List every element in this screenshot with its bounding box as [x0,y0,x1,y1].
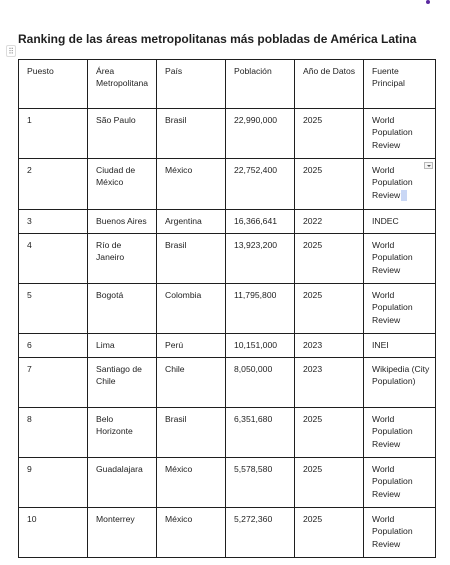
cell-country[interactable]: México [157,159,226,210]
cell-dropdown-icon[interactable] [424,162,433,169]
cell-area[interactable]: Buenos Aires [88,210,157,234]
cell-area[interactable]: Guadalajara [88,458,157,508]
cell-area[interactable]: São Paulo [88,109,157,159]
table-row [19,159,436,210]
header-cell-area[interactable]: Área Metropolitana [88,60,157,109]
cell-country[interactable]: Brasil [157,234,226,284]
text-cursor-selection [401,190,407,201]
cell-country[interactable]: Argentina [157,210,226,234]
table-row [19,408,436,458]
table-row [19,210,436,234]
cell-area[interactable]: Bogotá [88,284,157,334]
table-row [19,334,436,358]
cell-area[interactable]: Belo Horizonte [88,408,157,458]
cell-source-text: World Population Review [372,165,413,200]
cell-population[interactable]: 10,151,000 [226,334,295,358]
cell-country[interactable]: Brasil [157,109,226,159]
header-cell-source[interactable]: Fuente Principal [364,60,436,109]
cell-year[interactable]: 2025 [295,284,364,334]
cell-source[interactable]: World Population Review [364,408,436,458]
cell-rank[interactable]: 3 [19,210,88,234]
table-row [19,234,436,284]
table-row [19,358,436,408]
cell-year[interactable]: 2023 [295,334,364,358]
cell-population[interactable]: 22,990,000 [226,109,295,159]
header-cell-population[interactable]: Población [226,60,295,109]
cell-population[interactable]: 16,366,641 [226,210,295,234]
cell-year[interactable]: 2025 [295,458,364,508]
cell-source-active[interactable] [364,159,436,210]
cell-year[interactable]: 2022 [295,210,364,234]
header-cell-rank[interactable]: Puesto [19,60,88,109]
cell-rank[interactable]: 4 [19,234,88,284]
cell-rank[interactable]: 7 [19,358,88,408]
cell-source[interactable]: World Population Review [364,234,436,284]
cell-population[interactable]: 5,578,580 [226,458,295,508]
table-row [19,458,436,508]
cell-source[interactable]: Wikipedia (City Population) [364,358,436,408]
cell-year[interactable]: 2023 [295,358,364,408]
cell-area[interactable]: Monterrey [88,508,157,558]
ranking-table [18,59,436,558]
cell-area[interactable]: Lima [88,334,157,358]
cell-population[interactable]: 8,050,000 [226,358,295,408]
cell-area[interactable]: Ciudad de México [88,159,157,210]
cell-source[interactable]: World Population Review [364,284,436,334]
cell-year[interactable]: 2025 [295,159,364,210]
cell-source[interactable]: World Population Review [364,109,436,159]
cell-rank[interactable]: 9 [19,458,88,508]
cell-country[interactable]: Colombia [157,284,226,334]
cell-year[interactable]: 2025 [295,109,364,159]
table-row [19,284,436,334]
cell-area[interactable]: Santiago de Chile [88,358,157,408]
cell-country[interactable]: México [157,508,226,558]
table-row [19,508,436,558]
cell-rank[interactable]: 6 [19,334,88,358]
cell-source[interactable]: World Population Review [364,508,436,558]
cell-country[interactable]: México [157,458,226,508]
cell-rank[interactable]: 8 [19,408,88,458]
cell-source[interactable]: World Population Review [364,458,436,508]
cell-country[interactable]: Perú [157,334,226,358]
table-drag-handle-icon[interactable]: ⠿ [6,45,16,57]
header-cell-year[interactable]: Año de Datos [295,60,364,109]
cell-population[interactable]: 11,795,800 [226,284,295,334]
cell-year[interactable]: 2025 [295,408,364,458]
cell-population[interactable]: 6,351,680 [226,408,295,458]
cell-area[interactable]: Río de Janeiro [88,234,157,284]
menu-dot-icon[interactable] [426,0,430,4]
cell-population[interactable]: 22,752,400 [226,159,295,210]
cell-source[interactable]: INDEC [364,210,436,234]
cell-rank[interactable]: 5 [19,284,88,334]
table-title: Ranking de las áreas metropolitanas más pobladas de América Latina [18,32,417,46]
header-cell-country[interactable]: País [157,60,226,109]
cell-rank[interactable]: 1 [19,109,88,159]
cell-population[interactable]: 13,923,200 [226,234,295,284]
cell-country[interactable]: Brasil [157,408,226,458]
cell-source[interactable]: INEI [364,334,436,358]
table-row [19,109,436,159]
table-header-row [19,60,436,109]
cell-country[interactable]: Chile [157,358,226,408]
cell-population[interactable]: 5,272,360 [226,508,295,558]
cell-year[interactable]: 2025 [295,234,364,284]
cell-rank[interactable]: 10 [19,508,88,558]
cell-year[interactable]: 2025 [295,508,364,558]
cell-rank[interactable]: 2 [19,159,88,210]
